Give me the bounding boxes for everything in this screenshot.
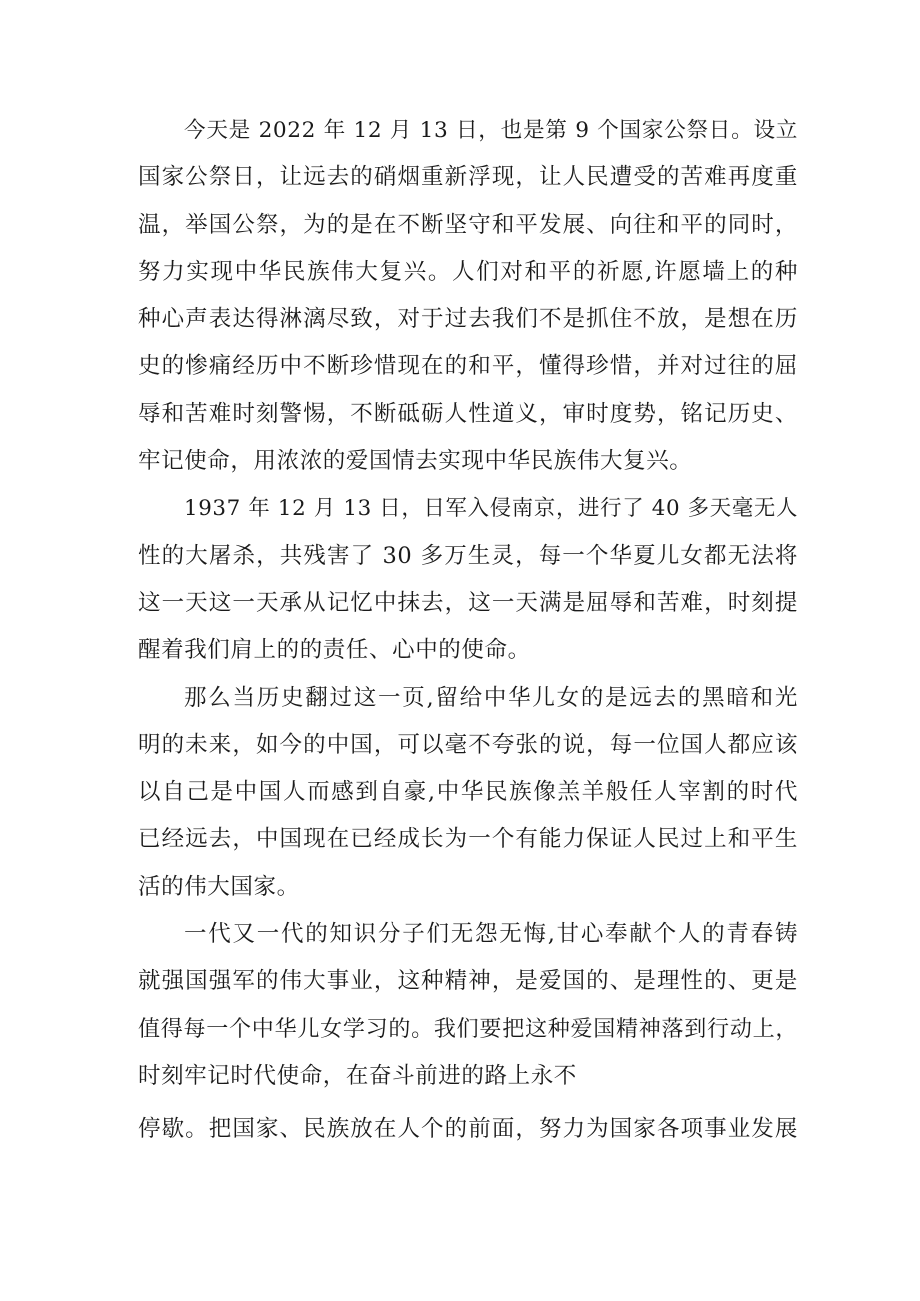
- text-line: 这一天这一天承从记忆中抹去，这一天满是屈辱和苦难，时刻提: [138, 589, 798, 616]
- text-line: 值得每一个中华儿女学习的。我们要把这种爱国精神落到行动上，: [138, 1016, 798, 1042]
- document-page: [138, 107, 798, 1154]
- text-line: 国家公祭日，让远去的硝烟重新浮现，让人民遭受的苦难再度重: [138, 164, 798, 191]
- text-line: 停歇。把国家、民族放在人个的前面，努力为国家各项事业发展: [138, 1116, 798, 1143]
- paragraph-5: [138, 1106, 798, 1153]
- text-line: 就强国强军的伟大事业，这种精神，是爱国的、是理性的、更是: [138, 968, 798, 995]
- text-line: 醒着我们肩上的的责任、心中的使命。: [138, 637, 531, 664]
- paragraph-4: [138, 911, 798, 1100]
- paragraph-2: [138, 485, 798, 674]
- text-line: 活的伟大国家。: [138, 873, 300, 900]
- text-line: 一代又一代的知识分子们无怨无悔,甘心奉献个人的青春铸: [184, 921, 798, 948]
- text-line: 1937 年 12 月 13 日，日军入侵南京，进行了 40 多天毫无人: [184, 496, 798, 522]
- text-line: 以自己是中国人而感到自豪,中华民族像羔羊般任人宰割的时代: [138, 779, 798, 806]
- text-line: 时刻牢记时代使命，在奋斗前进的路上永不: [138, 1062, 577, 1089]
- text-line: 牢记使命，用浓浓的爱国情去实现中华民族伟大复兴。: [138, 448, 693, 475]
- text-line: 已经远去，中国现在已经成长为一个有能力保证人民过上和平生: [138, 826, 798, 853]
- text-line: 努力实现中华民族伟大复兴。人们对和平的祈愿,许愿墙上的种: [138, 258, 798, 285]
- text-line: 性的大屠杀，共残害了 30 多万生灵，每一个华夏儿女都无法将: [138, 542, 798, 569]
- text-line: 今天是 2022 年 12 月 13 日，也是第 9 个国家公祭日。设立: [184, 118, 798, 143]
- text-line: 温，举国公祭，为的是在不断坚守和平发展、向往和平的同时，: [138, 211, 798, 238]
- paragraph-1: [138, 107, 798, 485]
- text-line: 辱和苦难时刻警惕，不断砥砺人性道义，审时度势，铭记历史、: [138, 400, 798, 427]
- text-line: 种心声表达得淋漓尽致，对于过去我们不是抓住不放，是想在历: [138, 306, 798, 333]
- text-line: 明的未来，如今的中国，可以毫不夸张的说，每一位国人都应该: [138, 731, 798, 758]
- paragraph-3: [138, 675, 798, 911]
- text-line: 史的惨痛经历中不断珍惜现在的和平，懂得珍惜，并对过往的屈: [138, 353, 798, 380]
- text-line: 那么当历史翻过这一页,留给中华儿女的是远去的黑暗和光: [184, 684, 798, 711]
